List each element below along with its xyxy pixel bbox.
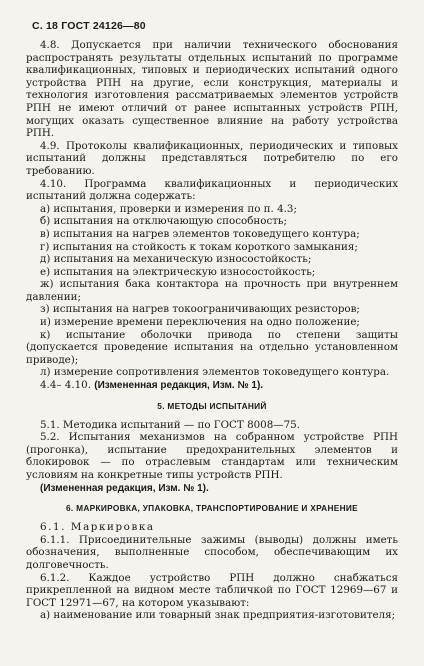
paragraph-text: 5.2. Испытания механизмов на собранном устройстве РПН (прогонка), испытание предохранительных элементов и блокировок — по отраслевым стандартам или техническим условиям на конкретные типы устройств РПН.	[26, 431, 398, 481]
paragraph-text: 4.8. Допускается при наличии технического обоснования распространять результаты отдельных испытаний по программе квалификационных, типовых и периодических испытаний одного устройства РПН на другие, если конструкция, материалы и технология изготовления рассматриваемых элементов устройств РПН не имеют отличий от ранее испытанных устройств РПН, могущих оказать существенное влияние на работу устройства РПН.	[26, 39, 398, 140]
paragraph-text: 4.10. Программа квалификационных и периодических испытаний должна содержать:	[26, 177, 398, 203]
paragraph	[26, 521, 398, 534]
paragraph-text: в) испытания на нагрев элементов токоведущего контура;	[40, 227, 360, 240]
paragraph	[26, 419, 398, 432]
paragraph	[26, 379, 398, 393]
paragraph	[26, 266, 398, 279]
paragraph	[26, 482, 398, 496]
paragraph	[26, 366, 398, 379]
paragraph	[26, 329, 398, 367]
paragraph-text: б) испытания на отключающую способность;	[40, 215, 287, 228]
paragraph	[26, 228, 398, 241]
paragraph-text: г) испытания на стойкость к токам короткого замыкания;	[40, 240, 358, 253]
paragraph-text: д) испытания на механическую износостойкость;	[40, 253, 312, 266]
paragraph-text: з) испытания на нагрев токоограничивающих резисторов;	[40, 303, 360, 316]
paragraph-text: и) измерение времени переключения на одно положение;	[40, 316, 360, 329]
paragraph-text: е) испытания на электрическую износостойкость;	[40, 265, 316, 278]
document-body	[26, 39, 398, 622]
paragraph	[26, 140, 398, 178]
paragraph	[26, 609, 398, 622]
paragraph	[26, 203, 398, 216]
paragraph	[26, 316, 398, 329]
amendment-note: (Измененная редакция, Изм. № 1).	[40, 482, 209, 494]
amendment-note: (Измененная редакция, Изм. № 1).	[94, 380, 264, 392]
paragraph-text: а) испытания, проверки и измерения по п. 4.3;	[40, 202, 297, 215]
paragraph-text: к) испытание оболочки привода по степени защиты (допускается проведение испытания на отдельно установленном приводе);	[26, 328, 398, 366]
paragraph	[26, 215, 398, 228]
paragraph-text: 6.1.2. Каждое устройство РПН должно снабжаться прикрепленной на видном месте табличкой по ГОСТ 12969—67 и ГОСТ 12971—67, на котором указывают:	[26, 571, 398, 609]
paragraph	[26, 253, 398, 266]
paragraph-text: 4.4– 4.10.	[40, 379, 95, 392]
paragraph-text: 4.9. Протоколы квалификационных, периодических и типовых испытаний должны представляться потребителю по его требованию.	[26, 139, 398, 177]
paragraph	[26, 303, 398, 316]
paragraph-text: 6.1. Маркировка	[40, 521, 155, 534]
page-header: С. 18 ГОСТ 24126—80	[32, 20, 146, 32]
paragraph-text: а) наименование или товарный знак предприятия-изготовителя;	[40, 609, 396, 622]
paragraph-text: ж) испытания бака контактора на прочность при внутреннем давлении;	[26, 278, 398, 303]
paragraph-text: л) измерение сопротивления элементов токоведущего контура.	[40, 366, 390, 379]
paragraph-text: 5.1. Методика испытаний — по ГОСТ 8008—75.	[40, 418, 300, 431]
paragraph	[26, 39, 398, 140]
paragraph-text: 6. МАРКИРОВКА, УПАКОВКА, ТРАНСПОРТИРОВАНИЕ И ХРАНЕНИЕ	[66, 503, 358, 514]
paragraph-text: 5. МЕТОДЫ ИСПЫТАНИЙ	[157, 400, 267, 411]
paragraph-text: 6.1.1. Присоединительные зажимы (выводы) должны иметь обозначения, выполненные способом, обеспечивающим их долговечность.	[26, 533, 398, 571]
paragraph	[26, 431, 398, 481]
paragraph	[26, 178, 398, 203]
paragraph	[26, 534, 398, 572]
paragraph	[26, 241, 398, 254]
section-heading	[26, 401, 398, 411]
paragraph	[26, 572, 398, 610]
paragraph	[26, 278, 398, 303]
section-heading	[26, 503, 398, 513]
